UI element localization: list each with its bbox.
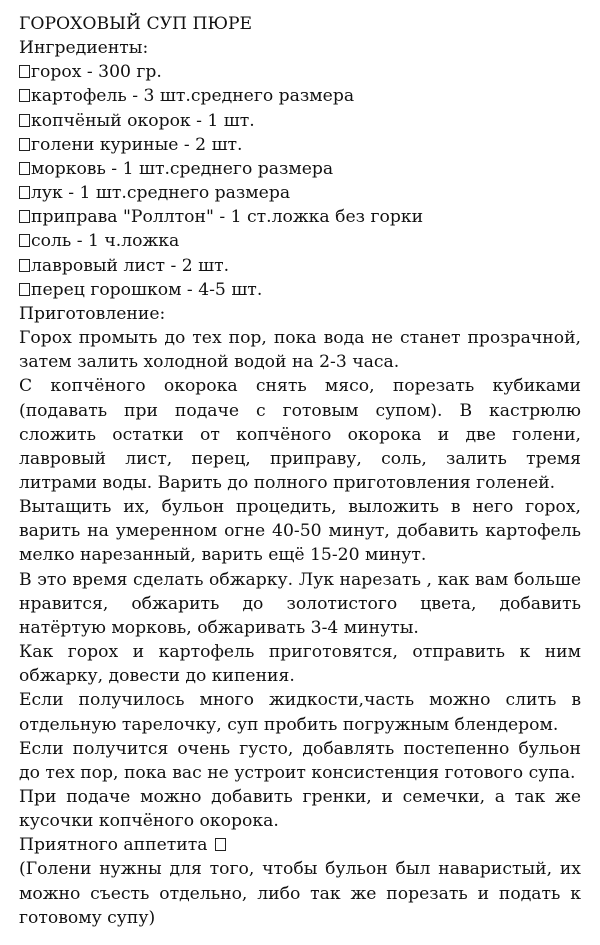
ingredient-item <box>19 157 581 181</box>
step-paragraph: С копчёного окорока снять мясо, порезать кубиками (подавать при подаче с готовым супом). В кастрюлю сложить остатки от копчёного окорока и две голени, лавровый лист, перец, приправу, соль, залить тремя литрами воды. Варить до полного приготовления голеней. <box>19 376 581 493</box>
preparation-heading: Приготовление: <box>19 303 166 324</box>
checkbox-glyph-icon <box>19 138 30 151</box>
recipe-document <box>19 12 581 930</box>
ingredient-item <box>19 60 581 84</box>
ingredient-item <box>19 133 581 157</box>
step-paragraph: Если получится очень густо, добавлять постепенно бульон до тех пор, пока вас не устроит консистенция готового супа. <box>19 738 581 783</box>
step-paragraph: Если получилось много жидкости,часть можно слить в отдельную тарелочку, суп пробить погружным блендером. <box>19 690 581 735</box>
ingredient-item <box>19 229 581 253</box>
checkbox-glyph-icon <box>215 838 226 851</box>
ingredient-text: приправа "Роллтон" - 1 ст.ложка без горки <box>31 207 424 228</box>
step-paragraph: Вытащить их, бульон процедить, выложить в него горох, варить на умеренном огне 40-50 минут, добавить картофель мелко нарезанный, варить ещё 15-20 минут. <box>19 497 581 566</box>
ingredient-item <box>19 278 581 302</box>
checkbox-glyph-icon <box>19 259 30 272</box>
checkbox-glyph-icon <box>19 234 30 247</box>
ingredient-text: горох - 300 гр. <box>31 62 162 83</box>
step-paragraph: Как горох и картофель приготовятся, отправить к ним обжарку, довести до кипения. <box>19 642 581 687</box>
closing-line <box>19 833 581 857</box>
step-paragraph: При подаче можно добавить гренки, и семечки, а так же кусочки копчёного окорока. <box>19 787 581 832</box>
ingredient-text: картофель - 3 шт.среднего размера <box>31 86 355 107</box>
closing-text: Приятного аппетита <box>19 835 208 856</box>
ingredient-item <box>19 109 581 133</box>
ingredient-text: копчёный окорок - 1 шт. <box>31 110 255 131</box>
recipe-title: ГОРОХОВЫЙ СУП ПЮРЕ <box>19 14 253 34</box>
checkbox-glyph-icon <box>19 114 30 127</box>
ingredient-text: лавровый лист - 2 шт. <box>31 255 230 276</box>
ingredient-text: голени куриные - 2 шт. <box>31 134 243 155</box>
checkbox-glyph-icon <box>19 65 30 78</box>
checkbox-glyph-icon <box>19 162 30 175</box>
step-paragraph: Горох промыть до тех пор, пока вода не станет прозрачной, затем залить холодной водой на 2-3 часа. <box>19 328 581 373</box>
step-paragraph: В это время сделать обжарку. Лук нарезать , как вам больше нравится, обжарить до золотистого цвета, добавить натёртую морковь, обжаривать 3-4 минуты. <box>19 569 581 638</box>
note-paragraph: (Голени нужны для того, чтобы бульон был наваристый, их можно съесть отдельно, либо так же порезать и подать к готовому супу) <box>19 859 581 928</box>
checkbox-glyph-icon <box>19 210 30 223</box>
ingredient-text: лук - 1 шт.среднего размера <box>31 183 291 204</box>
checkbox-glyph-icon <box>19 186 30 199</box>
ingredient-item <box>19 181 581 205</box>
ingredient-item <box>19 254 581 278</box>
ingredients-list <box>19 60 581 302</box>
checkbox-glyph-icon <box>19 89 30 102</box>
ingredient-text: соль - 1 ч.ложка <box>31 231 180 252</box>
ingredient-item <box>19 205 581 229</box>
ingredient-item <box>19 84 581 108</box>
checkbox-glyph-icon <box>19 283 30 296</box>
ingredients-heading: Ингредиенты: <box>19 38 149 59</box>
ingredient-text: морковь - 1 шт.среднего размера <box>31 158 334 179</box>
ingredient-text: перец горошком - 4-5 шт. <box>31 279 263 300</box>
